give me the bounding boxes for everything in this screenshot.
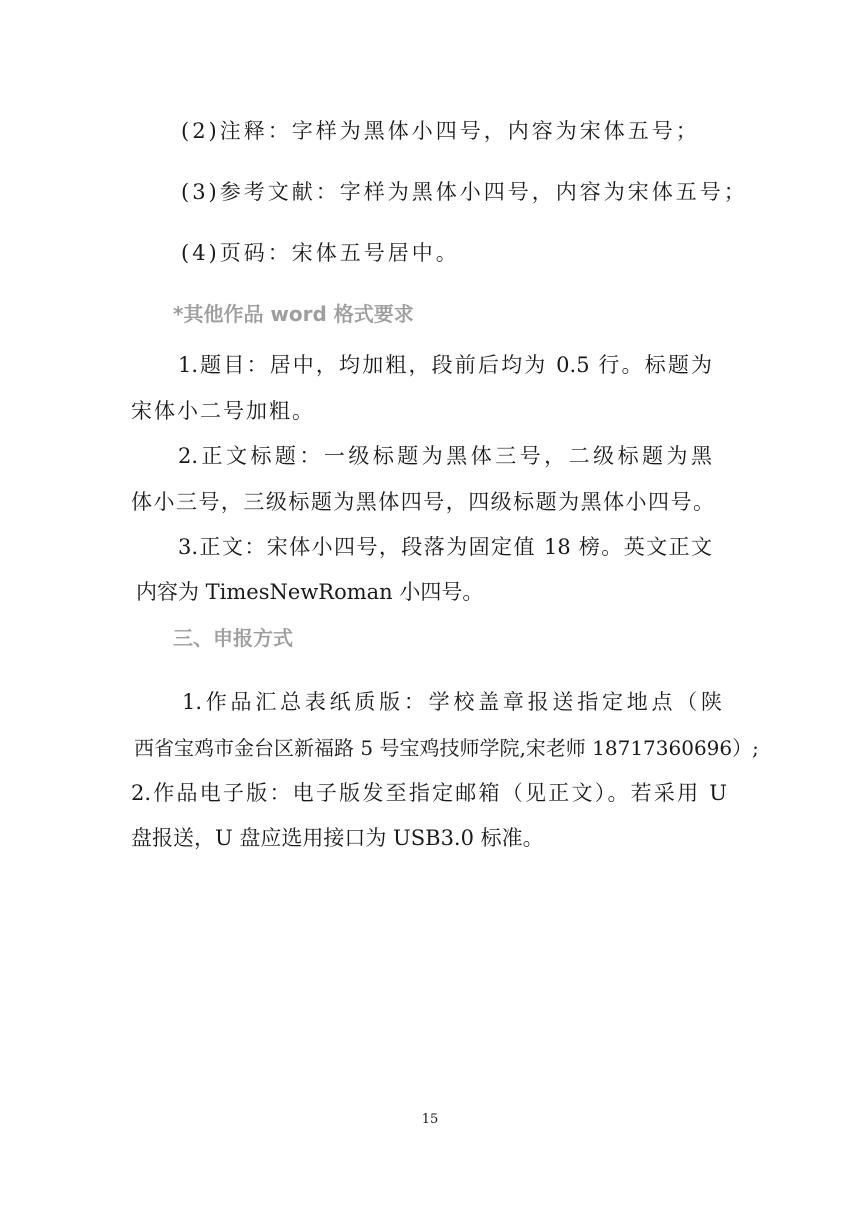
- submission-2-line-2: 盘报送，U 盘应选用接口为 USB3.0 标准。: [131, 826, 544, 850]
- submission-1-line-2: 西省宝鸡市金台区新福路 5 号宝鸡技师学院,宋老师 18717360696）;: [134, 736, 759, 760]
- other-works-heading: *其他作品 word 格式要求: [173, 302, 414, 326]
- rule-3-line-1: 3.正文：宋体小四号，段落为固定值 18 榜。英文正文: [178, 535, 712, 559]
- rule-3-line-2: 内容为 TimesNewRoman 小四号。: [136, 580, 484, 604]
- format-reference-line: (3)参考文献：字样为黑体小四号，内容为宋体五号；: [181, 180, 748, 204]
- rule-2-line-2: 体小三号，三级标题为黑体四号，四级标题为黑体小四号。: [131, 490, 714, 514]
- format-page-number-line: (4)页码：宋体五号居中。: [181, 241, 460, 265]
- submission-2-line-1: 2.作品电子版：电子版发至指定邮箱（见正文）。若采用 U: [131, 781, 727, 805]
- rule-1-line-2: 宋体小二号加粗。: [131, 399, 315, 423]
- rule-1-line-1: 1.题目：居中，均加粗，段前后均为 0.5 行。标题为: [178, 353, 712, 377]
- rule-2-line-1: 2.正文标题：一级标题为黑体三号，二级标题为黑: [178, 444, 712, 468]
- submission-method-heading: 三、申报方式: [173, 626, 293, 650]
- format-note-line: (2)注释：字样为黑体小四号，内容为宋体五号；: [181, 119, 700, 143]
- submission-1-line-1: 1.作品汇总表纸质版：学校盖章报送指定地点（陕: [182, 690, 722, 714]
- page-number: 15: [421, 1112, 439, 1127]
